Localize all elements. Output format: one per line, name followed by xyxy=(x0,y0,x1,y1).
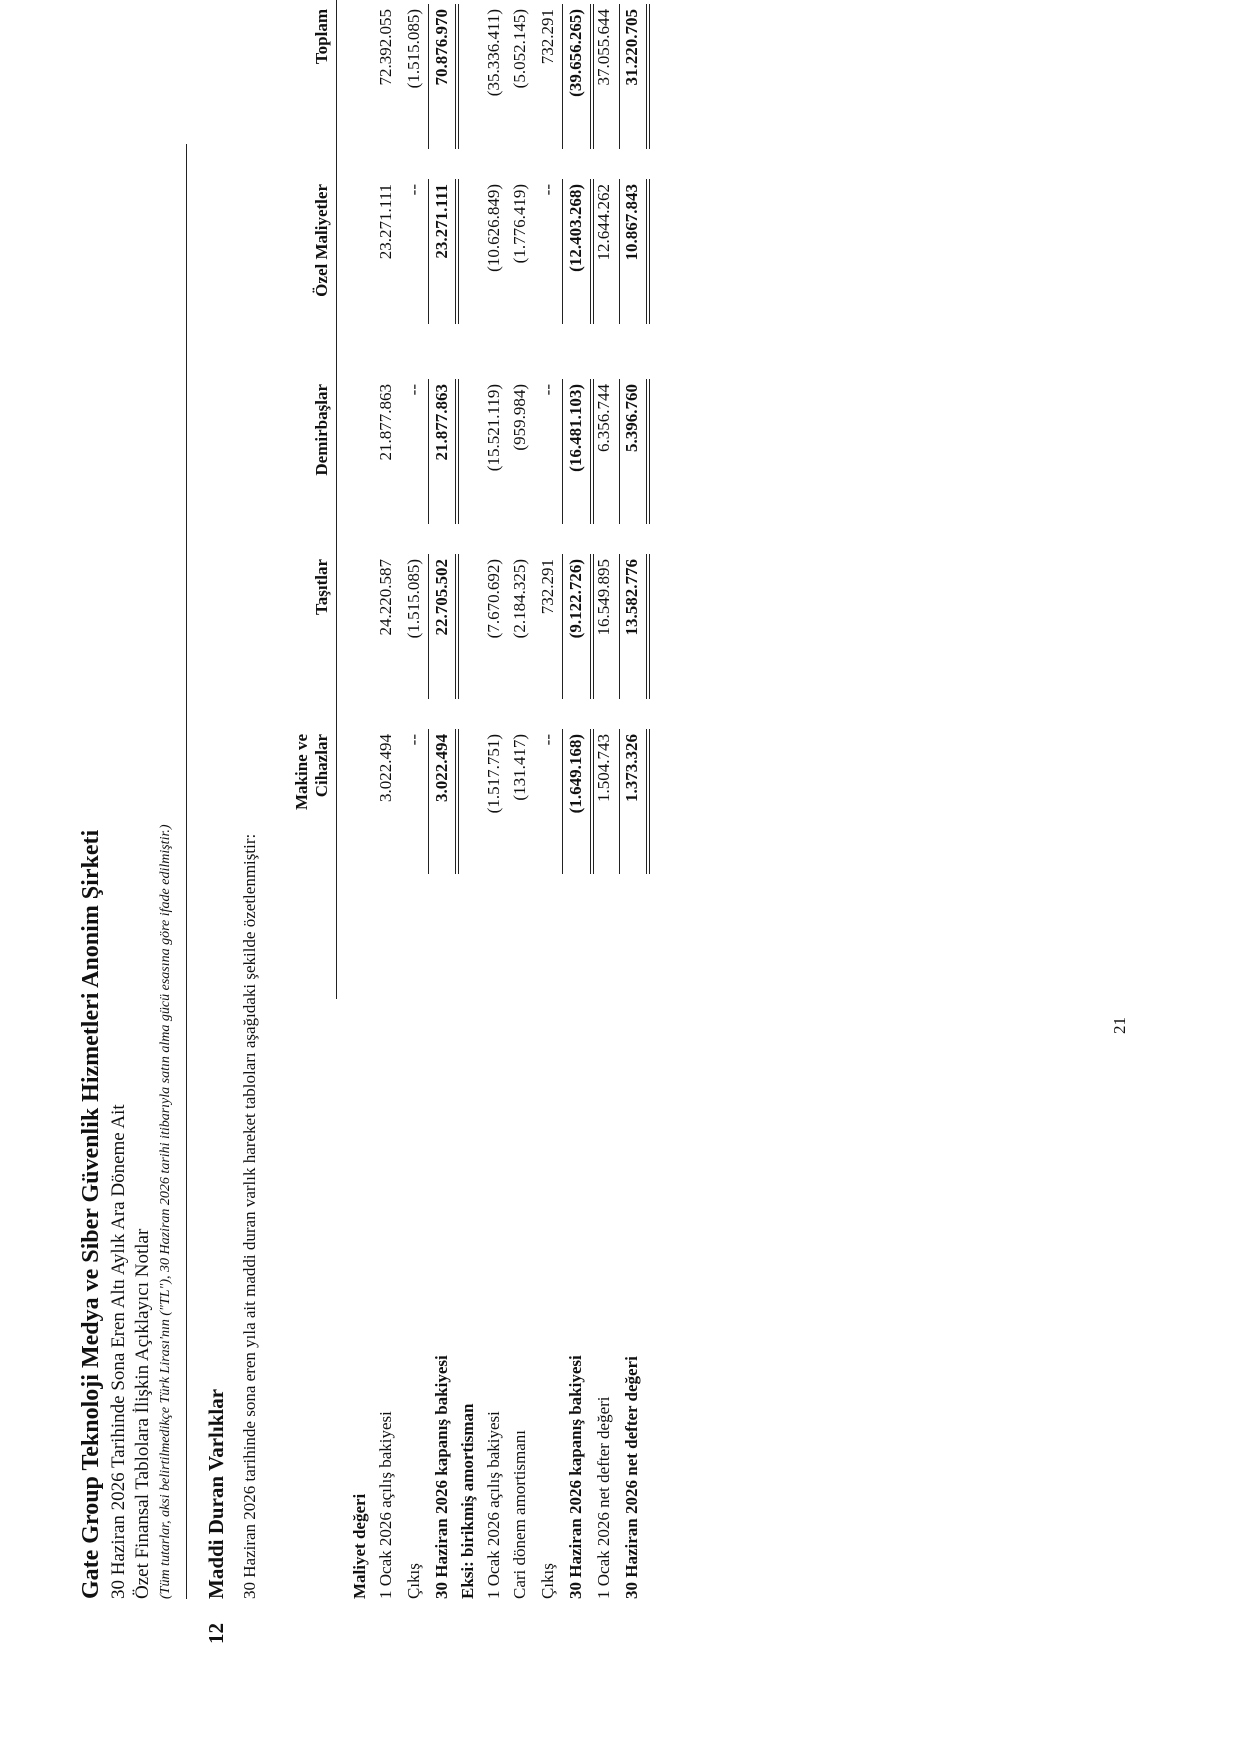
column-header-line: Demirbaşlar xyxy=(312,384,331,476)
column-header xyxy=(312,184,332,354)
table-cell: (39.656.265) xyxy=(566,9,585,97)
column-header xyxy=(312,559,332,729)
table-cell: (1.515.085) xyxy=(404,9,423,89)
subtotal-rule xyxy=(428,379,429,524)
subtotal-rule xyxy=(619,729,620,874)
subtotal-rule xyxy=(428,554,429,699)
row-label: Cari dönem amortismanı xyxy=(510,1429,529,1599)
table-cell: (9.122.726) xyxy=(566,559,585,639)
header-rule xyxy=(186,144,187,1599)
total-rule xyxy=(646,554,650,699)
table-cell: (16.481.103) xyxy=(566,384,585,472)
column-header-line: Makine ve xyxy=(292,734,311,811)
table-cell: 21.877.863 xyxy=(376,384,395,461)
row-label: 30 Haziran 2026 net defter değeri xyxy=(622,1356,641,1599)
table-cell: 16.549.895 xyxy=(594,559,613,636)
table-cell: -- xyxy=(404,384,423,396)
total-rule xyxy=(590,179,594,324)
table-cell: 1.373.326 xyxy=(622,734,641,802)
table-cell: 23.271.111 xyxy=(376,184,395,260)
column-header xyxy=(312,9,332,179)
total-rule xyxy=(455,729,459,874)
subtotal-rule xyxy=(428,729,429,874)
table-cell: 6.356.744 xyxy=(594,384,613,452)
total-rule xyxy=(455,379,459,524)
table-cell: 732.291 xyxy=(538,559,557,615)
subtotal-rule xyxy=(562,4,563,149)
table-cell: (1.517.751) xyxy=(484,734,503,814)
table-cell: 31.220.705 xyxy=(622,9,641,86)
row-label: 30 Haziran 2026 kapanış bakiyesi xyxy=(566,1355,585,1599)
table-cell: (1.515.085) xyxy=(404,559,423,639)
table-cell: (5.052.145) xyxy=(510,9,529,89)
section-title: Maddi Duran Varlıklar xyxy=(204,1388,228,1599)
subtotal-rule xyxy=(619,379,620,524)
column-header-line: Toplam xyxy=(312,9,331,65)
table-cell: (10.626.849) xyxy=(484,184,503,272)
row-label: 30 Haziran 2026 kapanış bakiyesi xyxy=(432,1355,451,1599)
column-header-line: Cihazlar xyxy=(312,734,331,798)
row-label: Maliyet değeri xyxy=(350,1493,369,1599)
table-cell: -- xyxy=(538,384,557,396)
row-label: 1 Ocak 2026 açılış bakiyesi xyxy=(484,1411,503,1599)
subtotal-rule xyxy=(619,4,620,149)
row-label: 1 Ocak 2026 açılış bakiyesi xyxy=(376,1411,395,1599)
section-number: 12 xyxy=(204,1623,228,1644)
row-label: 1 Ocak 2026 net defter değeri xyxy=(594,1396,613,1599)
total-rule xyxy=(590,4,594,149)
subtotal-rule xyxy=(428,4,429,149)
table-cell: 37.055.644 xyxy=(594,9,613,86)
row-label: Çıkış xyxy=(404,1563,423,1599)
column-header-line: Taşıtlar xyxy=(312,559,331,616)
total-rule xyxy=(590,729,594,874)
table-cell: 732.291 xyxy=(538,9,557,65)
currency-note: (Tüm tutarlar, aksi belirtilmedikçe Türk Lirası'nın ("TL"), 30 Haziran 2026 tarihi itibarıyla satın alma gücü esasına göre ifade edilmiştir.) xyxy=(158,824,173,1599)
table-cell: (959.984) xyxy=(510,384,529,451)
table-cell: 23.271.111 xyxy=(432,184,451,259)
total-rule xyxy=(455,554,459,699)
table-cell: (1.776.419) xyxy=(510,184,529,264)
table-cell: (1.649.168) xyxy=(566,734,585,814)
period-line: 30 Haziran 2026 Tarihinde Sona Eren Altı Aylık Ara Döneme Ait xyxy=(108,1104,129,1599)
table-cell: 3.022.494 xyxy=(432,734,451,802)
table-cell: (131.417) xyxy=(510,734,529,801)
header-rule xyxy=(336,0,337,999)
total-rule xyxy=(455,4,459,149)
total-rule xyxy=(590,379,594,524)
subtotal-rule xyxy=(619,554,620,699)
table-cell: (12.403.268) xyxy=(566,184,585,272)
table-cell: (2.184.325) xyxy=(510,559,529,639)
subtotal-rule xyxy=(562,554,563,699)
page-number: 21 xyxy=(1110,1017,1129,1034)
table-cell: -- xyxy=(538,734,557,746)
statement-line: Özet Finansal Tablolara İlişkin Açıklayıcı Notlar xyxy=(132,1228,153,1599)
total-rule xyxy=(646,379,650,524)
table-cell: 12.644.262 xyxy=(594,184,613,261)
table-cell: 70.876.970 xyxy=(432,9,451,86)
table-cell: -- xyxy=(404,184,423,196)
subtotal-rule xyxy=(428,179,429,324)
table-cell: 1.504.743 xyxy=(594,734,613,802)
total-rule xyxy=(646,4,650,149)
table-cell: 21.877.863 xyxy=(432,384,451,461)
table-cell: 5.396.760 xyxy=(622,384,641,452)
total-rule xyxy=(590,554,594,699)
total-rule xyxy=(455,179,459,324)
row-label: Çıkış xyxy=(538,1563,557,1599)
total-rule xyxy=(646,179,650,324)
table-cell: 13.582.776 xyxy=(622,559,641,636)
column-header xyxy=(312,384,332,554)
table-cell: 10.867.843 xyxy=(622,184,641,261)
table-cell: -- xyxy=(404,734,423,746)
table-cell: (7.670.692) xyxy=(484,559,503,639)
company-name: Gate Group Teknoloji Medya ve Siber Güvenlik Hizmetleri Anonim Şirketi xyxy=(78,829,104,1599)
row-label: Eksi: birikmiş amortisman xyxy=(458,1403,477,1599)
table-cell: 22.705.502 xyxy=(432,559,451,636)
column-header-line: Özel Maliyetler xyxy=(312,184,331,297)
subtotal-rule xyxy=(562,729,563,874)
table-cell: 3.022.494 xyxy=(376,734,395,802)
section-intro: 30 Haziran 2026 tarihinde sona eren yıla ait maddi duran varlık hareket tabloları aşağıdaki şekilde özetlenmiştir: xyxy=(240,833,259,1599)
subtotal-rule xyxy=(619,179,620,324)
total-rule xyxy=(646,729,650,874)
subtotal-rule xyxy=(562,179,563,324)
table-cell: 24.220.587 xyxy=(376,559,395,636)
table-cell: (15.521.119) xyxy=(484,384,503,472)
table-cell: -- xyxy=(538,184,557,196)
table-cell: (35.336.411) xyxy=(484,9,503,97)
subtotal-rule xyxy=(562,379,563,524)
column-header xyxy=(292,734,332,904)
table-cell: 72.392.055 xyxy=(376,9,395,86)
